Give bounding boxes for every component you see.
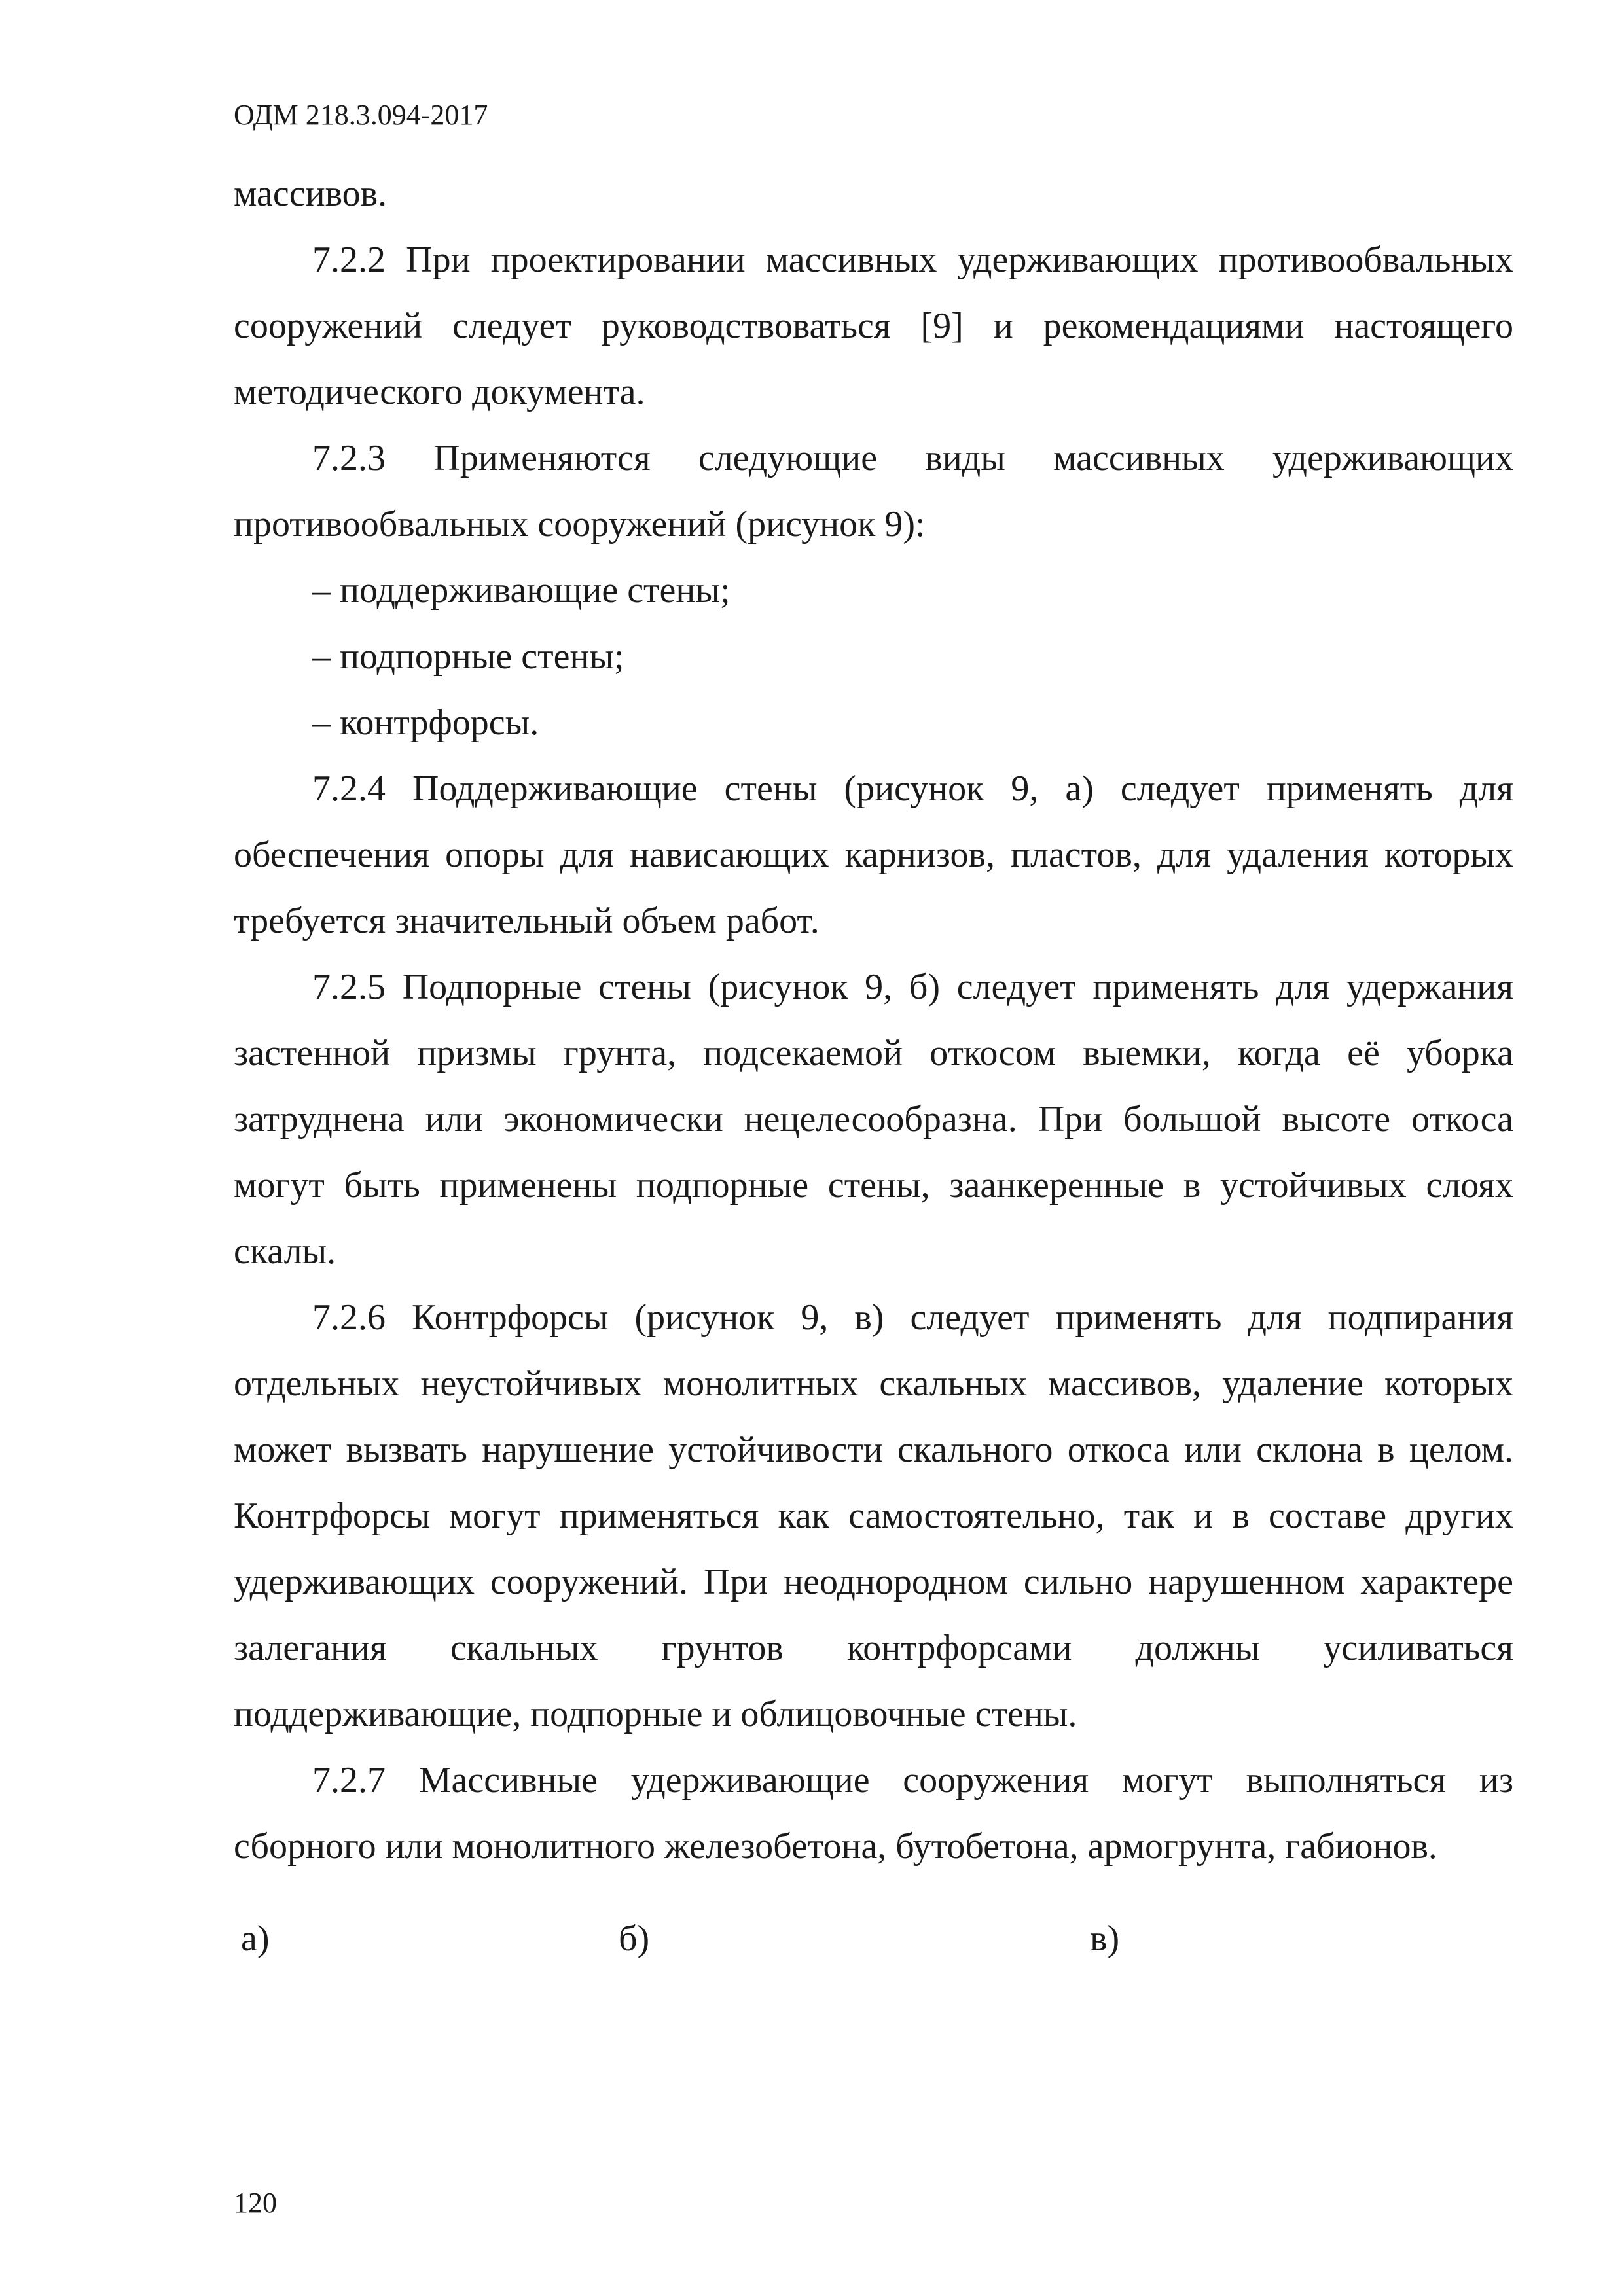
- page-number: 120: [234, 2187, 277, 2219]
- document-code-header: ОДМ 218.3.094-2017: [234, 99, 488, 131]
- list-item: – поддерживающие стены;: [312, 570, 731, 611]
- paragraph-continuation: массивов.: [234, 173, 388, 214]
- paragraph-7-2-6: 7.2.6 Контрфорсы (рисунок 9, в) следует применять для подпирания отдельных неустойчивых монолитных скальных массивов, удаление которых может вызвать нарушение устойчивости скального откоса или склона в целом. Контрфорсы могут применяться как самостоятельно, так и в составе других удерживающих сооружений. При неоднородном сильно нарушенном характере залегания скальных грунтов контрфорсами должны усиливаться поддерживающие, подпорные и облицовочные стены.: [234, 1297, 1513, 1734]
- paragraph-7-2-4: 7.2.4 Поддерживающие стены (рисунок 9, а) следует применять для обеспечения опоры для нависающих карнизов, пластов, для удаления которых требуется значительный объем работ.: [234, 768, 1513, 941]
- figure-9-labels: [0, 1918, 1624, 1970]
- paragraph-7-2-7: 7.2.7 Массивные удерживающие сооружения могут выполняться из сборного или монолитного железобетона, бутобетона, армогрунта, габионов.: [234, 1760, 1513, 1867]
- paragraph-7-2-2: 7.2.2 При проектировании массивных удерживающих противообвальных сооружений следует руководствоваться [9] и рекомендациями настоящего методического документа.: [234, 240, 1513, 412]
- document-body: [234, 161, 1513, 1880]
- list-item: – подпорные стены;: [312, 636, 624, 677]
- list-item: – контрфорсы.: [312, 702, 539, 743]
- figure-label-a: а): [241, 1918, 270, 1959]
- paragraph-7-2-5: 7.2.5 Подпорные стены (рисунок 9, б) следует применять для удержания застенной призмы грунта, подсекаемой откосом выемки, когда её уборка затруднена или экономически нецелесообразна. При большой высоте откоса могут быть применены подпорные стены, заанкеренные в устойчивых слоях скалы.: [234, 967, 1513, 1272]
- paragraph-7-2-3: 7.2.3 Применяются следующие виды массивных удерживающих противообвальных сооружений (рисунок 9):: [234, 438, 1513, 545]
- figure-label-b: б): [619, 1918, 650, 1959]
- figure-label-v: в): [1090, 1918, 1120, 1959]
